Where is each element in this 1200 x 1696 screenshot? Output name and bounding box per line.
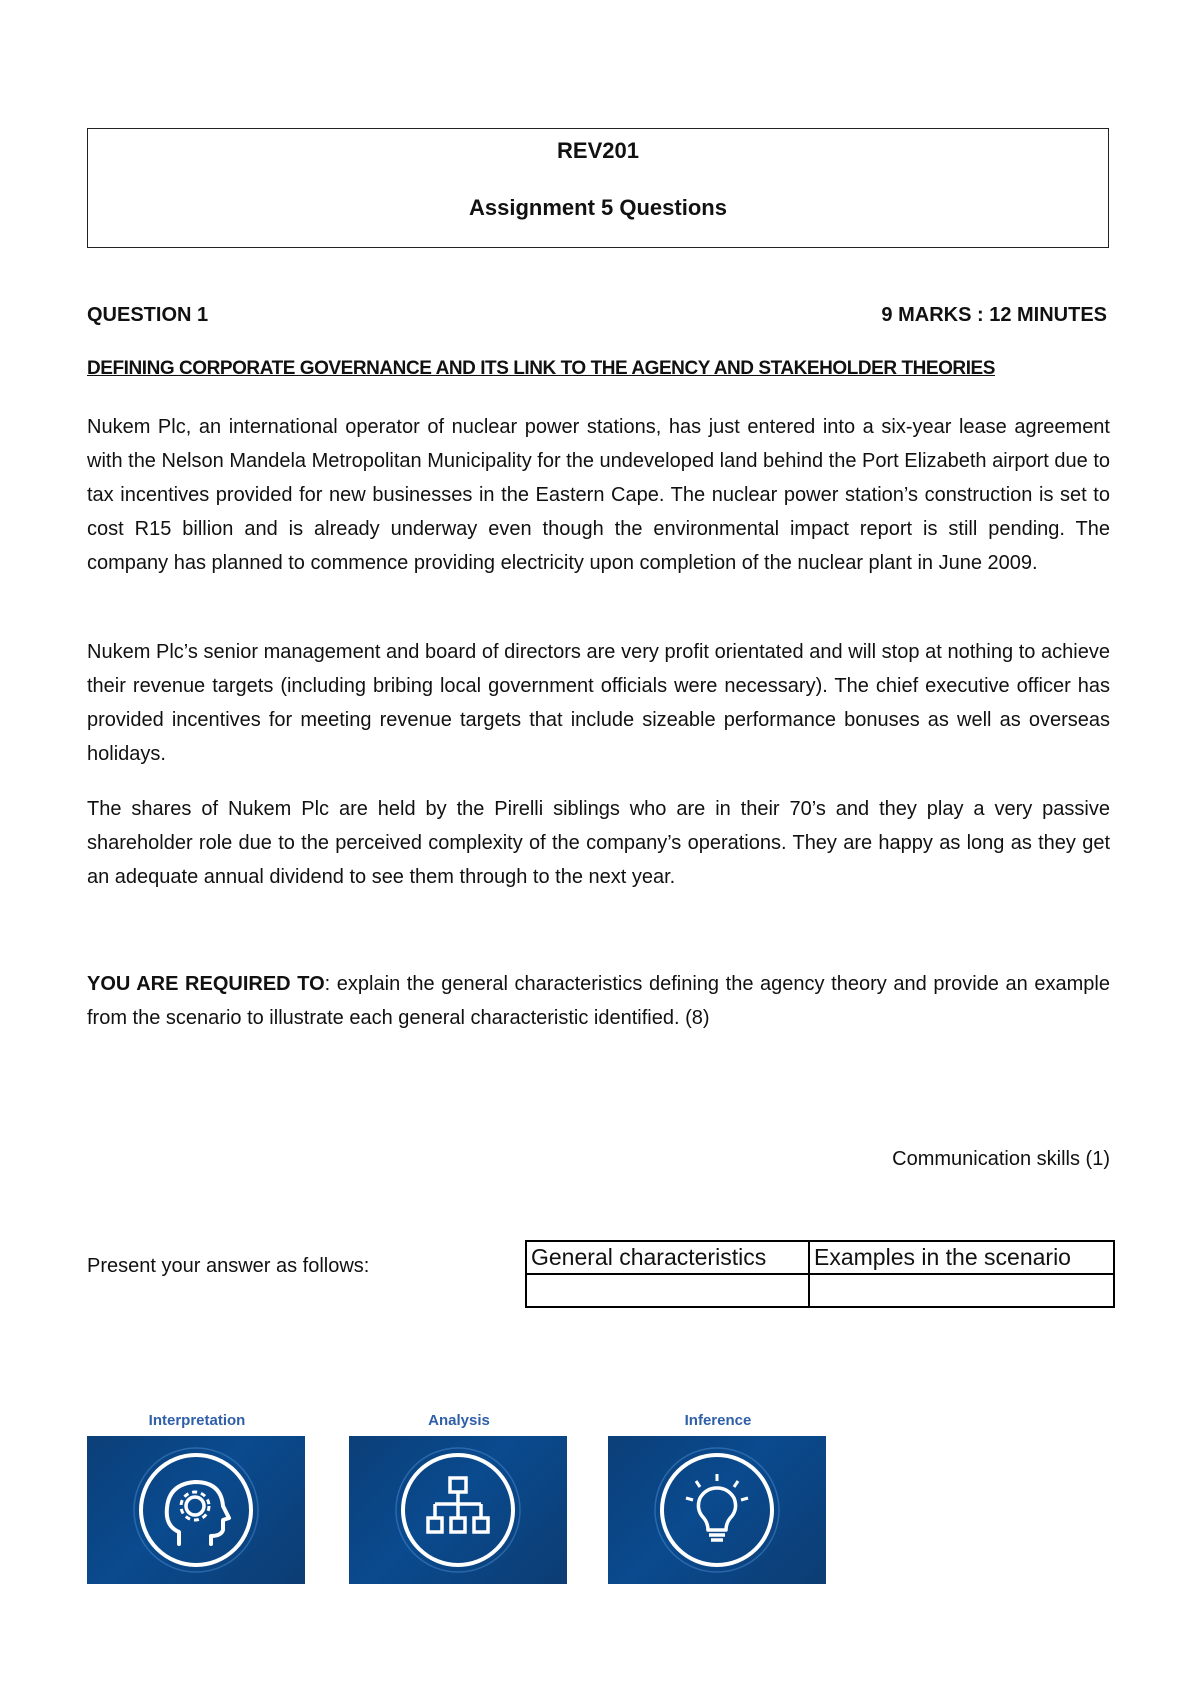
hierarchy-icon: [349, 1436, 567, 1584]
skill-tile: [608, 1436, 826, 1584]
skill-label: Interpretation: [148, 1412, 246, 1429]
skill-tile: [87, 1436, 305, 1584]
question-marks: 9 MARKS : 12 MINUTES: [881, 304, 1107, 326]
question-number: QUESTION 1: [87, 304, 209, 326]
title-box: [87, 128, 1109, 248]
communication-skills: Communication skills (1): [892, 1148, 1110, 1170]
required-label: YOU ARE REQUIRED TO: [87, 973, 325, 995]
scenario-paragraph-2: Nukem Plc’s senior management and board of directors are very profit orientated and will stop at nothing to achieve their revenue targets (including bribing local government officials were necessary). The chief executive officer has provided incentives for meeting revenue targets that include sizeable performance bonuses as well as overseas holidays.: [87, 641, 1110, 765]
table-cell-empty: [809, 1274, 1114, 1307]
skill-inference: [608, 1410, 828, 1584]
header-examples-in-scenario: Examples in the scenario: [809, 1241, 1114, 1274]
required-text: : explain the general characteristics defining the agency theory and provide an example from the scenario to illustrate each general characteristic identified. (8): [87, 973, 1110, 1029]
requirement-paragraph: [87, 967, 1110, 1035]
table-row: [526, 1274, 1114, 1307]
question-header: [87, 304, 1107, 327]
skill-interpretation: [87, 1410, 307, 1584]
skill-label: Analysis: [428, 1412, 490, 1429]
skill-label: Inference: [684, 1412, 752, 1429]
header-general-characteristics: General characteristics: [526, 1241, 809, 1274]
table-cell-empty: [526, 1274, 809, 1307]
skill-analysis: [349, 1410, 569, 1584]
course-code: REV201: [557, 138, 639, 163]
head-gear-icon: [87, 1436, 305, 1584]
section-title: DEFINING CORPORATE GOVERNANCE AND ITS LINK TO THE AGENCY AND STAKEHOLDER THEORIES: [87, 358, 995, 379]
table-header-row: [526, 1241, 1114, 1274]
scenario-paragraph-3: The shares of Nukem Plc are held by the Pirelli siblings who are in their 70’s and they play a very passive shareholder role due to the perceived complexity of the company’s operations. They are happy as long as they get an adequate annual dividend to see them through to the next year.: [87, 798, 1110, 888]
lightbulb-icon: [608, 1436, 826, 1584]
answer-table: [525, 1240, 1115, 1308]
present-answer-label: Present your answer as follows:: [87, 1255, 370, 1277]
skill-tile: [349, 1436, 567, 1584]
assignment-title: Assignment 5 Questions: [469, 195, 727, 220]
scenario-paragraph-1: Nukem Plc, an international operator of nuclear power stations, has just entered into a six-year lease agreement with the Nelson Mandela Metropolitan Municipality for the undeveloped land behind the Port Elizabeth airport due to tax incentives provided for new businesses in the Eastern Cape. The nuclear power station’s construction is set to cost R15 billion and is already underway even though the environmental impact report is still pending. The company has planned to commence providing electricity upon completion of the nuclear plant in June 2009.: [87, 416, 1110, 574]
